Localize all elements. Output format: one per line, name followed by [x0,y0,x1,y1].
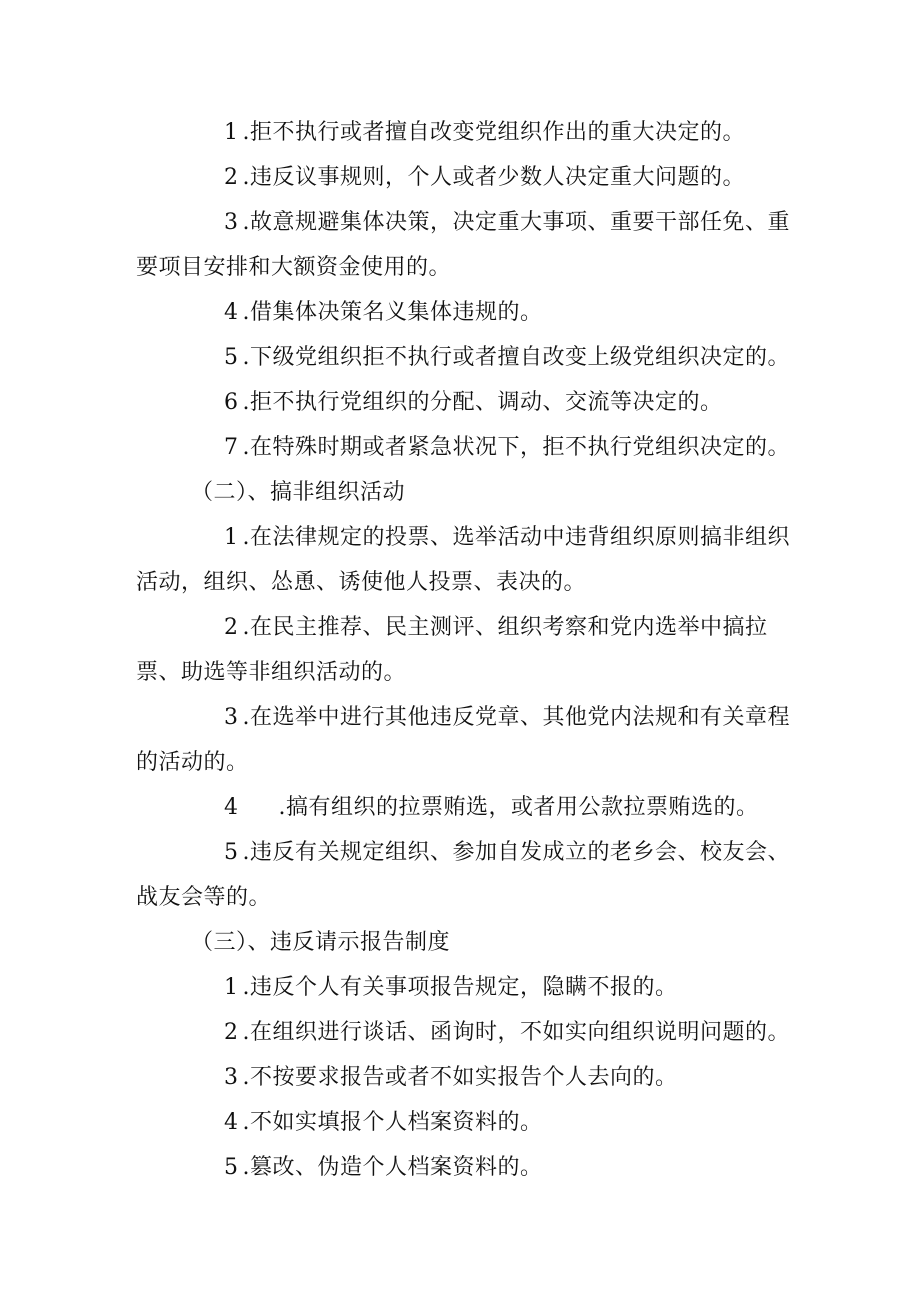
item-number: 2 [224,165,239,190]
item-number: 1 [224,120,239,145]
list-item-3-5 [136,1145,796,1190]
item-text: .搞有组织的拉票贿选，或者用公款拉票贿选的。 [278,795,759,820]
list-item-2-2 [136,605,796,695]
list-item-3-4 [136,1100,796,1145]
list-item-3-2 [136,1010,796,1055]
item-number: 4 [224,795,239,820]
item-text: .不如实填报个人档案资料的。 [242,1110,543,1135]
list-item-1-6 [136,380,796,425]
item-number: 3 [224,705,239,730]
item-number: 4 [224,300,239,325]
item-number: 1 [224,525,239,550]
item-number: 4 [224,1110,239,1135]
item-text: .拒不执行或者擅自改变党组织作出的重大决定的。 [242,120,745,145]
item-text: .借集体决策名义集体违规的。 [242,300,543,325]
item-number: 3 [224,1065,239,1090]
list-item-3-3 [136,1055,796,1100]
list-item-1-1 [136,110,796,155]
list-item-1-2 [136,155,796,200]
item-text: .在选举中进行其他违反党章、其他党内法规和有关章程的活动的。 [136,705,790,775]
item-number: 5 [224,1155,239,1180]
item-text: .在特殊时期或者紧急状况下，拒不执行党组织决定的。 [242,435,790,460]
item-text: .违反有关规定组织、参加自发成立的老乡会、校友会、战友会等的。 [136,840,790,910]
list-item-2-1 [136,515,796,605]
item-text: .故意规避集体决策，决定重大事项、重要干部任免、重要项目安排和大额资金使用的。 [136,210,790,280]
section-heading-3: （三）、违反请示报告制度 [191,930,451,955]
item-number: 6 [224,390,239,415]
item-text: .违反个人有关事项报告规定，隐瞒不报的。 [242,975,678,1000]
item-number: 7 [224,435,239,460]
list-item-3-1 [136,965,796,1010]
item-number: 3 [224,210,239,235]
item-text: .不按要求报告或者不如实报告个人去向的。 [242,1065,678,1090]
item-text: .拒不执行党组织的分配、调动、交流等决定的。 [242,390,723,415]
item-number: 5 [224,345,239,370]
item-number: 2 [224,615,239,640]
list-item-2-5 [136,830,796,920]
item-number: 1 [224,975,239,1000]
item-text: .在法律规定的投票、选举活动中违背组织原则搞非组织活动，组织、怂恿、诱使他人投票、表决的。 [136,525,790,595]
section-heading-2: （二）、搞非组织活动 [191,480,406,505]
list-item-1-3 [136,200,796,290]
list-item-1-4 [136,290,796,335]
item-text: .违反议事规则，个人或者少数人决定重大问题的。 [242,165,745,190]
list-item-2-3 [136,695,796,785]
item-text: .篡改、伪造个人档案资料的。 [242,1155,543,1180]
list-item-2-4 [136,785,796,830]
item-number: 5 [224,840,239,865]
list-item-1-5 [136,335,796,380]
document-body [136,110,796,1190]
list-item-1-7 [136,425,796,470]
item-text: .在民主推荐、民主测评、组织考察和党内选举中搞拉票、助选等非组织活动的。 [136,615,768,685]
item-text: .下级党组织拒不执行或者擅自改变上级党组织决定的。 [242,345,790,370]
item-text: .在组织进行谈话、函询时，不如实向组织说明问题的。 [242,1020,790,1045]
item-number: 2 [224,1020,239,1045]
